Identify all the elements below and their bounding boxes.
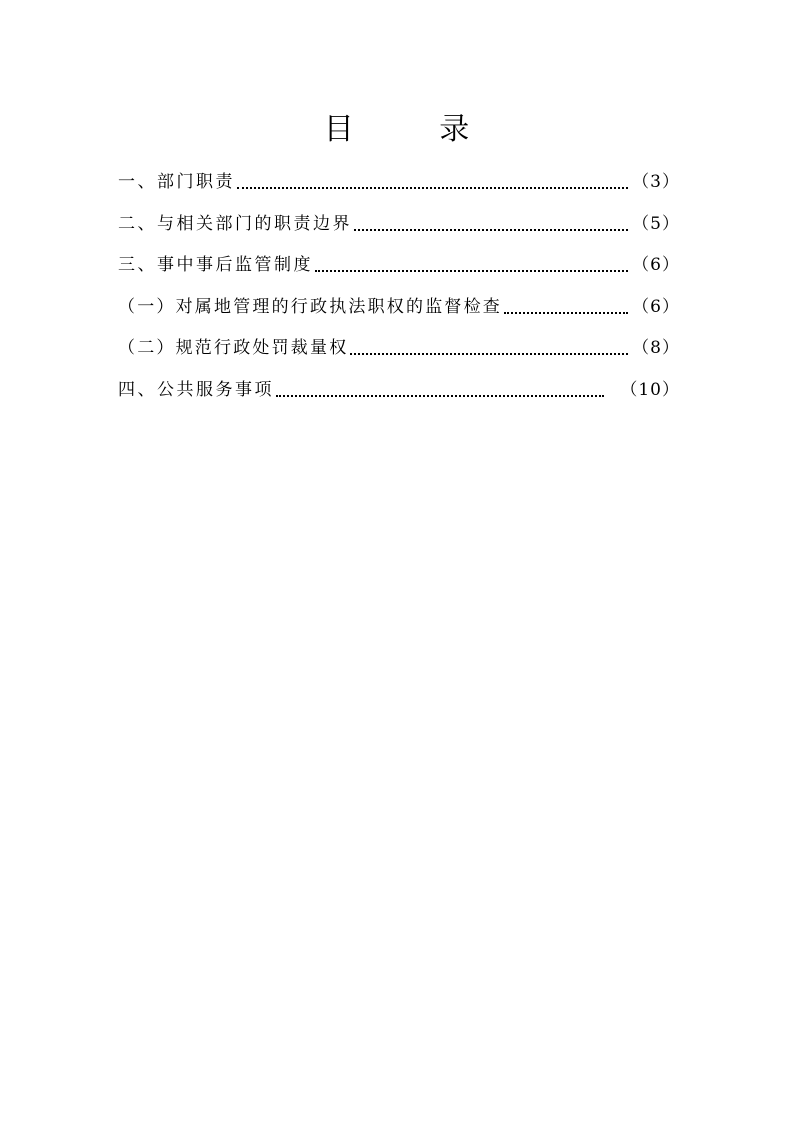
toc-entry-label: 一、部门职责 (118, 172, 235, 192)
toc-entry-3[interactable] (118, 245, 680, 287)
toc-leader-dots (276, 394, 604, 397)
toc-entry-label: 三、事中事后监管制度 (118, 255, 313, 275)
toc-entry-6[interactable] (118, 370, 680, 412)
toc-page-number: （3） (632, 172, 680, 192)
toc-entry-1[interactable] (118, 162, 680, 204)
toc-entry-4[interactable] (118, 287, 680, 329)
toc-page-number: （8） (632, 338, 680, 358)
toc-leader-dots (237, 186, 628, 189)
toc-leader-dots (504, 311, 628, 314)
page-title: 目 录 (323, 112, 508, 147)
toc-entry-2[interactable] (118, 204, 680, 246)
toc-page-number: （5） (632, 213, 680, 234)
toc-page-number: （6） (632, 296, 680, 317)
toc-entry-label: 四、公共服务事项 (118, 379, 274, 400)
toc-entry-5[interactable] (118, 328, 680, 370)
toc-entry-label: （二）规范行政处罚裁量权 (118, 338, 349, 358)
toc-page-number: （10） (620, 379, 680, 400)
toc-entry-label: 二、与相关部门的职责边界 (118, 213, 352, 234)
toc-leader-dots (315, 269, 628, 272)
table-of-contents (118, 162, 680, 411)
toc-page-number: （6） (632, 255, 680, 275)
toc-leader-dots (354, 228, 628, 231)
toc-leader-dots (350, 352, 628, 355)
toc-entry-label: （一）对属地管理的行政执法职权的监督检查 (118, 296, 502, 317)
